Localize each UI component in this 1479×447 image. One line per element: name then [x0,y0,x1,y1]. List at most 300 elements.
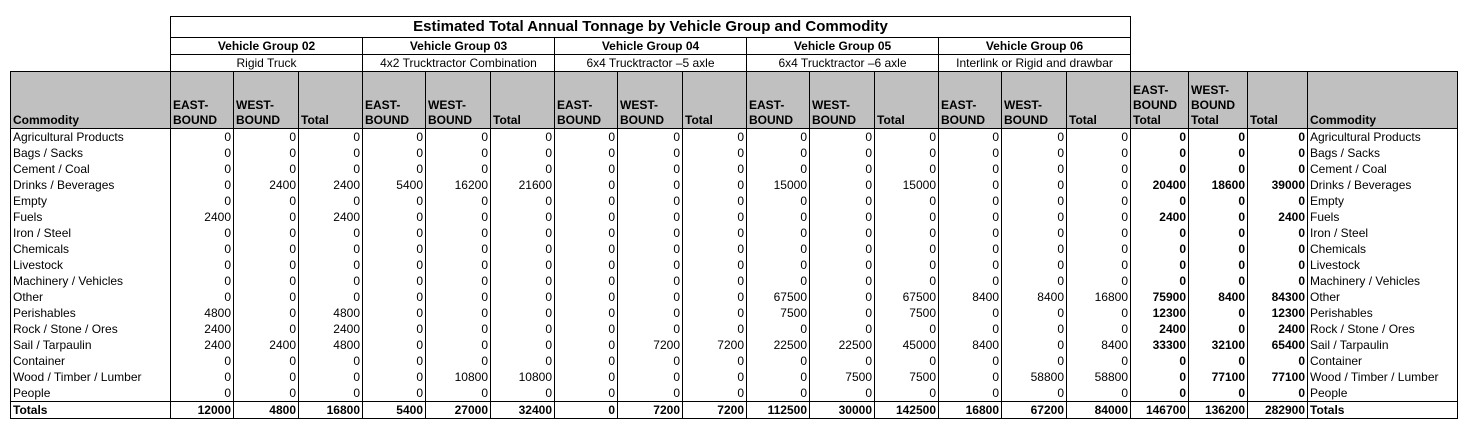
commodity-label: Agricultural Products [11,129,171,146]
value-cell: 0 [1067,321,1131,337]
value-cell: 0 [1189,209,1248,225]
value-cell: 8400 [1189,289,1248,305]
table-row [11,305,1458,321]
header-total: Total [491,72,555,129]
value-cell: 2400 [1248,321,1308,337]
value-cell: 0 [1131,161,1189,177]
value-cell: 10800 [426,369,491,385]
value-cell: 0 [683,385,747,402]
value-cell: 0 [363,161,426,177]
value-cell: 0 [426,321,491,337]
value-cell: 0 [234,257,299,273]
total-cell: 112500 [747,402,810,419]
value-cell: 7200 [618,337,683,353]
value-cell: 0 [299,129,363,146]
value-cell: 0 [555,145,618,161]
vehicle-group-name: Vehicle Group 06 [939,38,1131,55]
value-cell: 0 [234,321,299,337]
value-cell: 0 [171,241,234,257]
commodity-label: Container [11,353,171,369]
value-cell: 0 [618,257,683,273]
value-cell: 0 [618,369,683,385]
value-cell: 0 [491,225,555,241]
title-row [11,17,1458,38]
value-cell: 0 [299,257,363,273]
value-cell: 0 [939,273,1002,289]
value-cell: 0 [171,225,234,241]
commodity-label-right: Chemicals [1308,241,1458,257]
value-cell: 0 [618,385,683,402]
value-cell: 0 [683,241,747,257]
spacer-cell [1131,17,1458,38]
value-cell: 0 [491,193,555,209]
total-cell: 0 [555,402,618,419]
header-total: Total [1067,72,1131,129]
value-cell: 0 [1002,305,1067,321]
value-cell: 0 [234,305,299,321]
value-cell: 0 [683,369,747,385]
commodity-label-right: Other [1308,289,1458,305]
value-cell: 0 [555,273,618,289]
value-cell: 0 [234,129,299,146]
value-cell: 0 [1131,369,1189,385]
value-cell: 0 [171,289,234,305]
value-cell: 0 [683,145,747,161]
tonnage-table [10,16,1458,419]
value-cell: 0 [1002,241,1067,257]
value-cell: 39000 [1248,177,1308,193]
value-cell: 0 [747,369,810,385]
value-cell: 4800 [299,305,363,321]
value-cell: 0 [618,321,683,337]
group-subtitle-row [11,55,1458,72]
commodity-label-right: Perishables [1308,305,1458,321]
commodity-label: Empty [11,193,171,209]
value-cell: 22500 [810,337,875,353]
table-row [11,257,1458,273]
value-cell: 0 [1248,241,1308,257]
value-cell: 0 [939,193,1002,209]
value-cell: 0 [810,305,875,321]
table-row [11,145,1458,161]
value-cell: 0 [1189,305,1248,321]
value-cell: 0 [939,177,1002,193]
value-cell: 0 [939,353,1002,369]
value-cell: 0 [1002,209,1067,225]
value-cell: 22500 [747,337,810,353]
value-cell: 0 [1131,353,1189,369]
commodity-label-right: People [1308,385,1458,402]
table-row [11,241,1458,257]
commodity-label-right: Machinery / Vehicles [1308,273,1458,289]
value-cell: 0 [363,289,426,305]
column-header-row [11,72,1458,129]
value-cell: 0 [810,385,875,402]
value-cell: 0 [683,321,747,337]
value-cell: 7500 [875,305,939,321]
value-cell: 0 [1002,129,1067,146]
header-westbound: WEST-BOUND [810,72,875,129]
value-cell: 0 [683,257,747,273]
value-cell: 0 [1189,225,1248,241]
value-cell: 0 [618,177,683,193]
value-cell: 0 [426,337,491,353]
value-cell: 67500 [747,289,810,305]
value-cell: 0 [426,273,491,289]
value-cell: 8400 [939,289,1002,305]
value-cell: 0 [810,273,875,289]
value-cell: 0 [299,289,363,305]
commodity-label-right: Livestock [1308,257,1458,273]
value-cell: 0 [1067,385,1131,402]
value-cell: 0 [234,385,299,402]
commodity-label: Drinks / Beverages [11,177,171,193]
value-cell: 0 [426,289,491,305]
group-name-row [11,38,1458,55]
value-cell: 0 [555,241,618,257]
value-cell: 0 [363,273,426,289]
value-cell: 33300 [1131,337,1189,353]
value-cell: 0 [426,241,491,257]
commodity-label: Rock / Stone / Ores [11,321,171,337]
value-cell: 12300 [1131,305,1189,321]
value-cell: 0 [426,209,491,225]
value-cell: 0 [234,193,299,209]
value-cell: 0 [491,353,555,369]
value-cell: 0 [299,353,363,369]
header-westbound: WEST-BOUND [1002,72,1067,129]
commodity-label: Other [11,289,171,305]
value-cell: 0 [234,353,299,369]
value-cell: 7500 [875,369,939,385]
value-cell: 0 [555,209,618,225]
value-cell: 0 [875,321,939,337]
value-cell: 2400 [299,209,363,225]
table-row [11,369,1458,385]
value-cell: 0 [618,225,683,241]
value-cell: 12300 [1248,305,1308,321]
table-row [11,273,1458,289]
header-eastbound: EAST-BOUND [747,72,810,129]
value-cell: 0 [747,209,810,225]
value-cell: 0 [299,369,363,385]
value-cell: 0 [875,161,939,177]
value-cell: 0 [875,209,939,225]
total-cell: 136200 [1189,402,1248,419]
value-cell: 0 [939,241,1002,257]
value-cell: 0 [234,241,299,257]
commodity-label: Iron / Steel [11,225,171,241]
value-cell: 0 [1067,305,1131,321]
value-cell: 2400 [234,337,299,353]
value-cell: 65400 [1248,337,1308,353]
value-cell: 15000 [875,177,939,193]
value-cell: 0 [555,369,618,385]
value-cell: 0 [1131,129,1189,146]
value-cell: 0 [1248,161,1308,177]
total-cell: 30000 [810,402,875,419]
value-cell: 0 [939,161,1002,177]
total-cell: 282900 [1248,402,1308,419]
value-cell: 2400 [299,321,363,337]
value-cell: 2400 [171,337,234,353]
table-row [11,177,1458,193]
value-cell: 0 [810,289,875,305]
value-cell: 0 [1189,161,1248,177]
value-cell: 0 [939,369,1002,385]
value-cell: 0 [1131,193,1189,209]
vehicle-group-subtitle: 4x2 Trucktractor Combination [363,55,555,72]
value-cell: 0 [491,257,555,273]
value-cell: 0 [299,225,363,241]
value-cell: 0 [171,369,234,385]
value-cell: 0 [234,145,299,161]
value-cell: 18600 [1189,177,1248,193]
commodity-label-right: Container [1308,353,1458,369]
vehicle-group-subtitle: 6x4 Trucktractor –6 axle [747,55,939,72]
value-cell: 7500 [747,305,810,321]
value-cell: 58800 [1067,369,1131,385]
value-cell: 21600 [491,177,555,193]
value-cell: 0 [363,145,426,161]
value-cell: 2400 [171,209,234,225]
table-row [11,129,1458,146]
value-cell: 67500 [875,289,939,305]
value-cell: 4800 [171,305,234,321]
value-cell: 0 [234,369,299,385]
value-cell: 0 [875,225,939,241]
value-cell: 0 [810,321,875,337]
value-cell: 0 [555,177,618,193]
value-cell: 0 [555,129,618,146]
value-cell: 0 [683,225,747,241]
value-cell: 0 [363,257,426,273]
header-commodity: Commodity [11,72,171,129]
value-cell: 0 [426,225,491,241]
value-cell: 0 [171,129,234,146]
value-cell: 0 [683,209,747,225]
vehicle-group-name: Vehicle Group 03 [363,38,555,55]
value-cell: 0 [491,241,555,257]
value-cell: 0 [618,145,683,161]
value-cell: 0 [875,193,939,209]
value-cell: 0 [491,129,555,146]
value-cell: 0 [1002,193,1067,209]
commodity-label-right: Agricultural Products [1308,129,1458,146]
value-cell: 0 [747,273,810,289]
total-cell: 84000 [1067,402,1131,419]
value-cell: 0 [491,145,555,161]
value-cell: 0 [363,337,426,353]
total-cell: 4800 [234,402,299,419]
value-cell: 7200 [683,337,747,353]
value-cell: 0 [234,273,299,289]
value-cell: 0 [747,129,810,146]
value-cell: 0 [1131,241,1189,257]
value-cell: 16800 [1067,289,1131,305]
value-cell: 0 [683,129,747,146]
total-cell: 146700 [1131,402,1189,419]
header-total: Total [683,72,747,129]
value-cell: 0 [875,385,939,402]
value-cell: 0 [1189,145,1248,161]
value-cell: 0 [1189,273,1248,289]
value-cell: 0 [555,385,618,402]
value-cell: 58800 [1002,369,1067,385]
value-cell: 0 [1067,257,1131,273]
value-cell: 0 [875,353,939,369]
commodity-label-right: Cement / Coal [1308,161,1458,177]
value-cell: 2400 [299,177,363,193]
header-commodity-right: Commodity [1308,72,1458,129]
value-cell: 0 [939,145,1002,161]
total-cell: 67200 [1002,402,1067,419]
commodity-label-right: Empty [1308,193,1458,209]
value-cell: 0 [810,193,875,209]
value-cell: 0 [171,257,234,273]
spacer-cell [11,17,171,38]
value-cell: 0 [171,385,234,402]
value-cell: 0 [171,161,234,177]
value-cell: 0 [426,193,491,209]
vehicle-group-name: Vehicle Group 05 [747,38,939,55]
value-cell: 0 [171,353,234,369]
value-cell: 20400 [1131,177,1189,193]
commodity-label: Machinery / Vehicles [11,273,171,289]
value-cell: 0 [1131,257,1189,273]
value-cell: 0 [1248,257,1308,273]
value-cell: 0 [1248,353,1308,369]
value-cell: 77100 [1189,369,1248,385]
value-cell: 4800 [299,337,363,353]
value-cell: 0 [363,385,426,402]
value-cell: 0 [491,385,555,402]
value-cell: 0 [426,353,491,369]
value-cell: 0 [1002,257,1067,273]
value-cell: 0 [426,145,491,161]
total-cell: 12000 [171,402,234,419]
vehicle-group-subtitle: Interlink or Rigid and drawbar [939,55,1131,72]
value-cell: 0 [1067,209,1131,225]
value-cell: 0 [491,161,555,177]
header-total: Total [299,72,363,129]
commodity-label-right: Sail / Tarpaulin [1308,337,1458,353]
value-cell: 0 [363,129,426,146]
value-cell: 0 [939,385,1002,402]
value-cell: 0 [1002,353,1067,369]
table-row [11,193,1458,209]
value-cell: 8400 [1002,289,1067,305]
value-cell: 2400 [234,177,299,193]
spacer-cell [11,38,171,55]
value-cell: 8400 [1067,337,1131,353]
value-cell: 0 [426,385,491,402]
value-cell: 0 [1131,273,1189,289]
value-cell: 0 [363,305,426,321]
value-cell: 0 [555,353,618,369]
total-cell: 16800 [939,402,1002,419]
value-cell: 0 [618,273,683,289]
value-cell: 84300 [1248,289,1308,305]
value-cell: 0 [810,161,875,177]
total-cell: 5400 [363,402,426,419]
header-grand-total: Total [1248,72,1308,129]
table-row [11,161,1458,177]
value-cell: 5400 [363,177,426,193]
value-cell: 0 [747,161,810,177]
value-cell: 0 [1189,129,1248,146]
total-cell: 7200 [618,402,683,419]
value-cell: 0 [1189,353,1248,369]
table-row [11,385,1458,402]
value-cell: 0 [683,193,747,209]
commodity-label-right: Bags / Sacks [1308,145,1458,161]
value-cell: 0 [234,225,299,241]
value-cell: 0 [683,177,747,193]
totals-label: Totals [11,402,171,419]
commodity-label: Cement / Coal [11,161,171,177]
value-cell: 0 [1002,273,1067,289]
header-westbound-total: WEST-BOUND Total [1189,72,1248,129]
commodity-label-right: Iron / Steel [1308,225,1458,241]
value-cell: 0 [491,337,555,353]
table-row [11,225,1458,241]
value-cell: 15000 [747,177,810,193]
value-cell: 0 [1248,225,1308,241]
value-cell: 0 [234,289,299,305]
value-cell: 7500 [810,369,875,385]
spacer-cell [11,55,171,72]
header-westbound: WEST-BOUND [234,72,299,129]
value-cell: 0 [363,369,426,385]
value-cell: 0 [1189,257,1248,273]
value-cell: 0 [810,241,875,257]
value-cell: 32100 [1189,337,1248,353]
value-cell: 0 [363,225,426,241]
value-cell: 2400 [1248,209,1308,225]
value-cell: 0 [747,225,810,241]
spacer-cell [1131,55,1458,72]
totals-row [11,402,1458,419]
header-westbound: WEST-BOUND [426,72,491,129]
value-cell: 0 [875,273,939,289]
value-cell: 10800 [491,369,555,385]
value-cell: 0 [618,161,683,177]
value-cell: 0 [171,145,234,161]
header-eastbound: EAST-BOUND [171,72,234,129]
value-cell: 0 [1189,193,1248,209]
totals-label-right: Totals [1308,402,1458,419]
value-cell: 0 [939,305,1002,321]
value-cell: 0 [810,353,875,369]
value-cell: 0 [171,177,234,193]
value-cell: 0 [810,145,875,161]
value-cell: 0 [618,129,683,146]
commodity-label: Sail / Tarpaulin [11,337,171,353]
table-row [11,289,1458,305]
vehicle-group-name: Vehicle Group 02 [171,38,363,55]
value-cell: 0 [875,145,939,161]
value-cell: 77100 [1248,369,1308,385]
value-cell: 16200 [426,177,491,193]
value-cell: 2400 [1131,209,1189,225]
value-cell: 0 [747,257,810,273]
value-cell: 0 [555,305,618,321]
value-cell: 0 [1189,385,1248,402]
value-cell: 0 [555,321,618,337]
value-cell: 0 [1248,129,1308,146]
value-cell: 0 [618,209,683,225]
